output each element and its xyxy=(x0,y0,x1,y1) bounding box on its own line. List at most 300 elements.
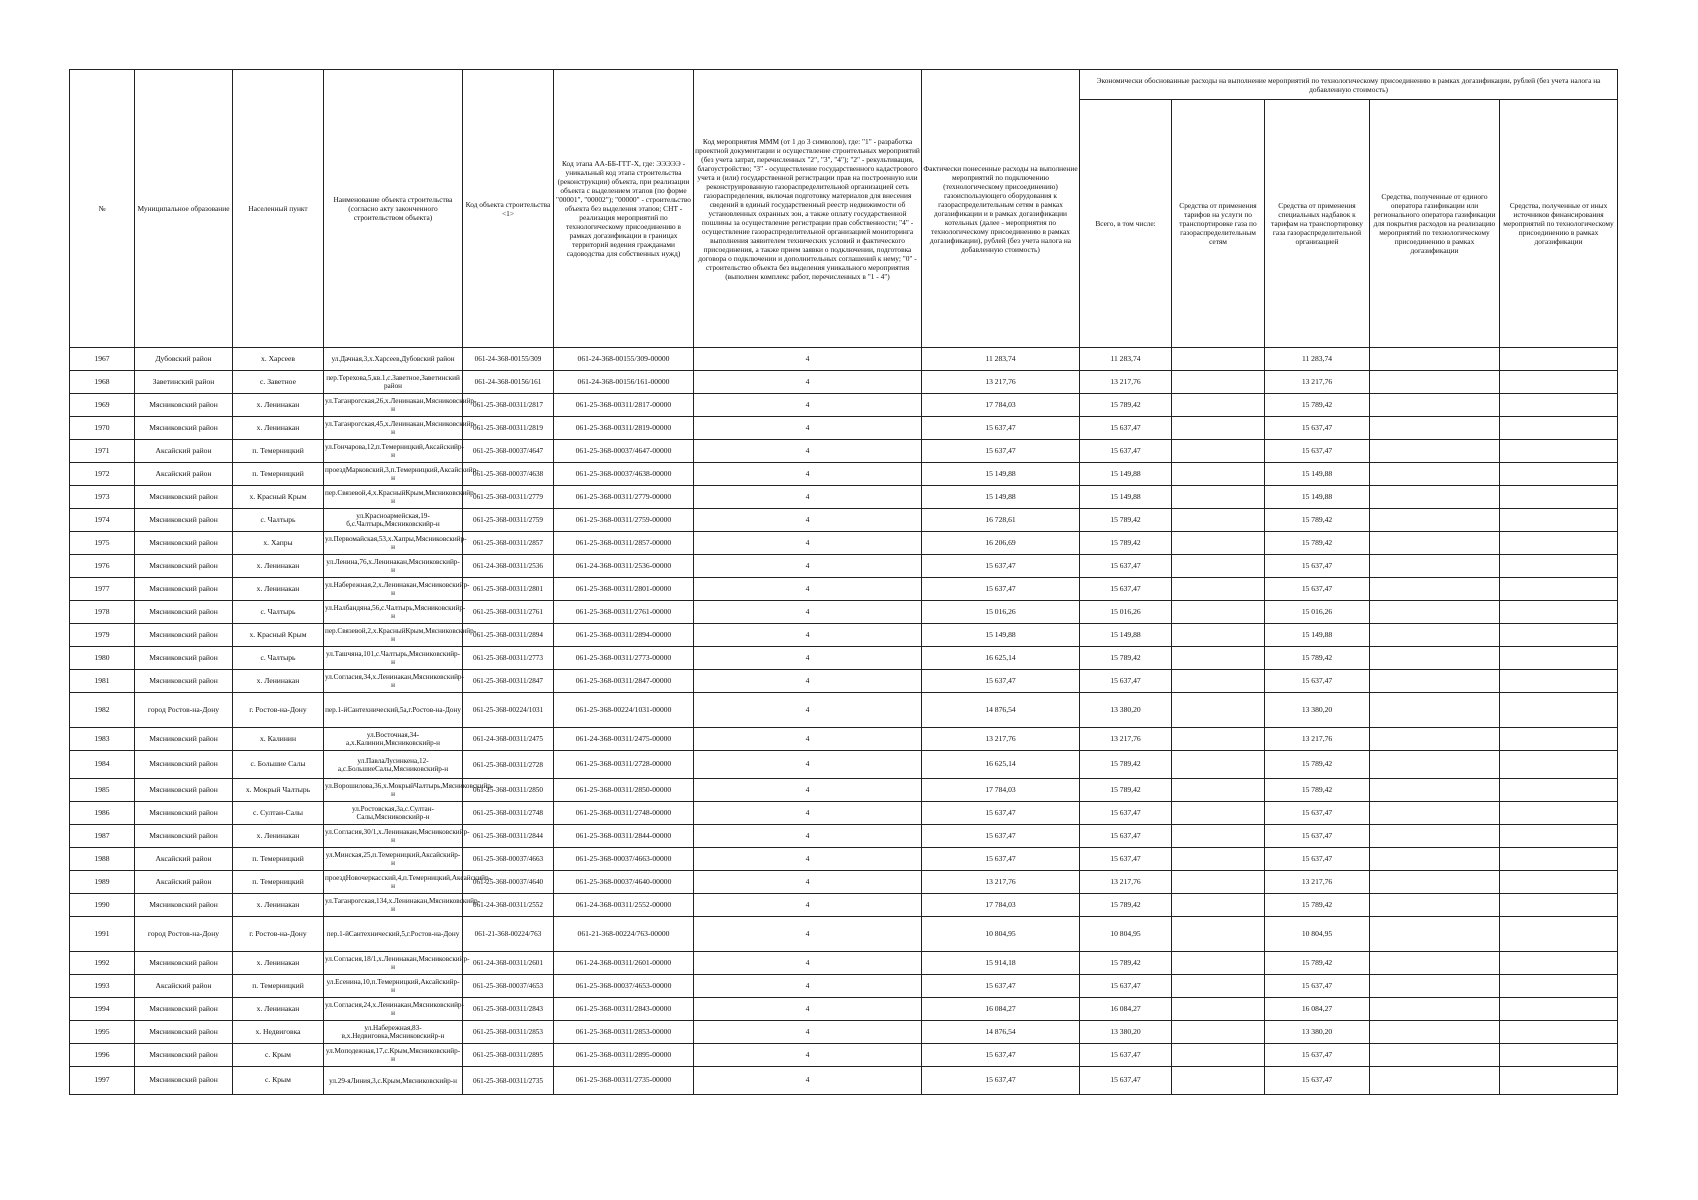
cell-num: 1991 xyxy=(70,917,135,952)
cell-actual-costs: 13 217,76 xyxy=(922,871,1080,894)
cell-settlement: п. Темерницкий xyxy=(233,975,324,998)
cell-tariff-services xyxy=(1172,998,1265,1021)
cell-actual-costs: 15 637,47 xyxy=(922,670,1080,693)
cell-other-sources xyxy=(1500,670,1618,693)
cell-stage-code: 061-25-368-00037/4638-00000 xyxy=(554,463,694,486)
cell-tariff-services xyxy=(1172,975,1265,998)
cell-object-code: 061-24-368-00311/2601 xyxy=(463,952,554,975)
cell-object-name: ул.Налбандяна,56,с.Чалтырь,Мясниковскийр-н xyxy=(324,601,463,624)
cell-special-surcharges: 15 016,26 xyxy=(1265,601,1370,624)
cell-measure-code: 4 xyxy=(694,825,922,848)
cell-tariff-services xyxy=(1172,952,1265,975)
cell-single-operator xyxy=(1370,848,1500,871)
cell-num: 1987 xyxy=(70,825,135,848)
cell-special-surcharges: 15 149,88 xyxy=(1265,486,1370,509)
cell-total: 15 149,88 xyxy=(1080,486,1172,509)
cell-municipality: Мясниковский район xyxy=(135,532,233,555)
cell-num: 1980 xyxy=(70,647,135,670)
cell-actual-costs: 15 149,88 xyxy=(922,486,1080,509)
cell-tariff-services xyxy=(1172,555,1265,578)
table-row xyxy=(70,975,1618,998)
cell-other-sources xyxy=(1500,532,1618,555)
cell-settlement: п. Темерницкий xyxy=(233,440,324,463)
cell-num: 1989 xyxy=(70,871,135,894)
cell-stage-code: 061-25-368-00311/2779-00000 xyxy=(554,486,694,509)
cell-object-code: 061-24-368-00155/309 xyxy=(463,348,554,371)
cell-tariff-services xyxy=(1172,848,1265,871)
table-row xyxy=(70,555,1618,578)
table-row xyxy=(70,693,1618,728)
cell-object-name: проездМарковский,3,п.Темерницкий,Аксайскийр-н xyxy=(324,463,463,486)
cell-object-name: ул.Гончарова,12,п.Темерницкий,Аксайскийр-н xyxy=(324,440,463,463)
cell-tariff-services xyxy=(1172,601,1265,624)
cell-single-operator xyxy=(1370,998,1500,1021)
cell-other-sources xyxy=(1500,486,1618,509)
cell-other-sources xyxy=(1500,1044,1618,1067)
table-row xyxy=(70,1044,1618,1067)
table-row xyxy=(70,670,1618,693)
table-row xyxy=(70,1021,1618,1044)
cell-stage-code: 061-24-368-00155/309-00000 xyxy=(554,348,694,371)
cell-object-name: ул.ПавлаЛусинкена,12-а,с.БольшиеСалы,Мясниковскийр-н xyxy=(324,751,463,779)
cell-actual-costs: 16 206,69 xyxy=(922,532,1080,555)
cell-measure-code: 4 xyxy=(694,509,922,532)
cell-single-operator xyxy=(1370,601,1500,624)
cell-object-name: ул.Ленина,76,х.Ленинакан,Мясниковскийр-н xyxy=(324,555,463,578)
cell-single-operator xyxy=(1370,917,1500,952)
cell-tariff-services xyxy=(1172,578,1265,601)
cell-single-operator xyxy=(1370,348,1500,371)
cell-municipality: Аксайский район xyxy=(135,871,233,894)
table-row xyxy=(70,348,1618,371)
cell-other-sources xyxy=(1500,1067,1618,1095)
table-row xyxy=(70,371,1618,394)
cell-special-surcharges: 15 637,47 xyxy=(1265,802,1370,825)
cell-object-name: ул.Согласия,34,х.Ленинакан,Мясниковскийр-н xyxy=(324,670,463,693)
cell-other-sources xyxy=(1500,975,1618,998)
cell-special-surcharges: 15 637,47 xyxy=(1265,825,1370,848)
cell-municipality: Мясниковский район xyxy=(135,751,233,779)
cell-tariff-services xyxy=(1172,917,1265,952)
cell-special-surcharges: 15 637,47 xyxy=(1265,1044,1370,1067)
cell-num: 1981 xyxy=(70,670,135,693)
cell-object-name: пер.Связевой,4,х.КрасныйКрым,Мясниковскийр-н xyxy=(324,486,463,509)
cell-other-sources xyxy=(1500,624,1618,647)
cell-stage-code: 061-25-368-00037/4653-00000 xyxy=(554,975,694,998)
cell-special-surcharges: 15 789,42 xyxy=(1265,779,1370,802)
cell-tariff-services xyxy=(1172,417,1265,440)
cell-actual-costs: 15 149,88 xyxy=(922,624,1080,647)
cell-actual-costs: 17 784,03 xyxy=(922,894,1080,917)
header-object-name: Наименование объекта строительства (согласно акту законченного строительством объекта) xyxy=(324,70,463,348)
cell-stage-code: 061-25-368-00311/2817-00000 xyxy=(554,394,694,417)
cell-object-code: 061-25-368-00311/2850 xyxy=(463,779,554,802)
cell-settlement: с. Султан-Салы xyxy=(233,802,324,825)
header-single-operator: Средства, полученные от единого оператора газификации или регионального оператора газификации для покрытия расходов на реализацию мероприятий по технологическому присоединению в рамках догазификации xyxy=(1370,100,1500,348)
cell-settlement: х. Ленинакан xyxy=(233,894,324,917)
cell-num: 1979 xyxy=(70,624,135,647)
cell-municipality: Мясниковский район xyxy=(135,578,233,601)
cell-total: 15 149,88 xyxy=(1080,463,1172,486)
cell-measure-code: 4 xyxy=(694,394,922,417)
cell-settlement: х. Красный Крым xyxy=(233,486,324,509)
cell-other-sources xyxy=(1500,848,1618,871)
cell-object-code: 061-25-368-00311/2728 xyxy=(463,751,554,779)
cell-total: 10 804,95 xyxy=(1080,917,1172,952)
cell-stage-code: 061-25-368-00311/2853-00000 xyxy=(554,1021,694,1044)
cell-other-sources xyxy=(1500,578,1618,601)
cell-object-name: ул.Есенина,10,п.Темерницкий,Аксайскийр-н xyxy=(324,975,463,998)
cell-total: 15 637,47 xyxy=(1080,440,1172,463)
cell-settlement: с. Чалтырь xyxy=(233,601,324,624)
cell-tariff-services xyxy=(1172,825,1265,848)
cell-stage-code: 061-25-368-00311/2847-00000 xyxy=(554,670,694,693)
cell-settlement: с. Заветное xyxy=(233,371,324,394)
cell-measure-code: 4 xyxy=(694,802,922,825)
cell-single-operator xyxy=(1370,802,1500,825)
cell-single-operator xyxy=(1370,751,1500,779)
cell-tariff-services xyxy=(1172,751,1265,779)
header-object-code: Код объекта строительства <1> xyxy=(463,70,554,348)
cell-special-surcharges: 16 084,27 xyxy=(1265,998,1370,1021)
cell-other-sources xyxy=(1500,555,1618,578)
cell-special-surcharges: 15 637,47 xyxy=(1265,417,1370,440)
cell-object-code: 061-25-368-00311/2894 xyxy=(463,624,554,647)
table-row xyxy=(70,998,1618,1021)
cell-total: 15 149,88 xyxy=(1080,624,1172,647)
cell-tariff-services xyxy=(1172,728,1265,751)
cell-actual-costs: 11 283,74 xyxy=(922,348,1080,371)
table-row xyxy=(70,440,1618,463)
table-row xyxy=(70,779,1618,802)
cell-num: 1994 xyxy=(70,998,135,1021)
cell-object-code: 061-25-368-00311/2773 xyxy=(463,647,554,670)
cell-tariff-services xyxy=(1172,670,1265,693)
cell-actual-costs: 15 637,47 xyxy=(922,802,1080,825)
table-row xyxy=(70,601,1618,624)
cell-total: 13 380,20 xyxy=(1080,1021,1172,1044)
table-row xyxy=(70,532,1618,555)
cell-other-sources xyxy=(1500,751,1618,779)
cell-total: 15 637,47 xyxy=(1080,417,1172,440)
cell-actual-costs: 17 784,03 xyxy=(922,394,1080,417)
cell-other-sources xyxy=(1500,601,1618,624)
cell-object-code: 061-24-368-00156/161 xyxy=(463,371,554,394)
cell-special-surcharges: 15 637,47 xyxy=(1265,440,1370,463)
cell-stage-code: 061-25-368-00311/2895-00000 xyxy=(554,1044,694,1067)
cell-special-surcharges: 15 637,47 xyxy=(1265,848,1370,871)
cell-stage-code: 061-25-368-00311/2761-00000 xyxy=(554,601,694,624)
cell-municipality: Мясниковский район xyxy=(135,670,233,693)
cell-settlement: с. Чалтырь xyxy=(233,647,324,670)
cell-measure-code: 4 xyxy=(694,555,922,578)
table-row xyxy=(70,463,1618,486)
cell-measure-code: 4 xyxy=(694,440,922,463)
cell-special-surcharges: 13 217,76 xyxy=(1265,871,1370,894)
cell-total: 15 789,42 xyxy=(1080,751,1172,779)
cell-num: 1976 xyxy=(70,555,135,578)
cell-single-operator xyxy=(1370,578,1500,601)
cell-other-sources xyxy=(1500,802,1618,825)
cell-actual-costs: 14 876,54 xyxy=(922,1021,1080,1044)
table-row xyxy=(70,802,1618,825)
header-tariff-services: Средства от применения тарифов на услуги по транспортировке газа по газораспределительным сетям xyxy=(1172,100,1265,348)
cell-object-code: 061-25-368-00311/2819 xyxy=(463,417,554,440)
cell-object-name: ул.Моподежная,17,с.Крым,Мясниковскийр-н xyxy=(324,1044,463,1067)
cell-tariff-services xyxy=(1172,348,1265,371)
cell-measure-code: 4 xyxy=(694,751,922,779)
cell-num: 1972 xyxy=(70,463,135,486)
cell-object-code: 061-24-368-00311/2536 xyxy=(463,555,554,578)
cell-settlement: х. Калинин xyxy=(233,728,324,751)
cell-object-name: ул.Согласия,24,х.Ленинакан,Мясниковскийр-н xyxy=(324,998,463,1021)
cell-num: 1983 xyxy=(70,728,135,751)
cell-actual-costs: 15 637,47 xyxy=(922,555,1080,578)
cell-tariff-services xyxy=(1172,486,1265,509)
cell-single-operator xyxy=(1370,1067,1500,1095)
cell-municipality: Аксайский район xyxy=(135,848,233,871)
cell-settlement: п. Темерницкий xyxy=(233,871,324,894)
cell-object-name: пер.1-йСантехнический,5а,г.Ростов-на-Дону xyxy=(324,693,463,728)
cell-object-name: ул.Минская,25,п.Темерницкий,Аксайскийр-н xyxy=(324,848,463,871)
header-actual-costs: Фактически понесенные расходы на выполнение мероприятий по подключению (технологическому присоединению) газоиспользующего оборудования к газораспределительным сетям в рамках догазификации и в рамках догазификации котельных (далее - мероприятия по технологическому присоединению в рамках догазификации), рублей (без учета налога на добавленную стоимость) xyxy=(922,70,1080,348)
cell-object-code: 061-25-368-00311/2817 xyxy=(463,394,554,417)
cell-actual-costs: 15 914,18 xyxy=(922,952,1080,975)
cell-measure-code: 4 xyxy=(694,601,922,624)
cell-object-code: 061-24-368-00311/2552 xyxy=(463,894,554,917)
cell-municipality: Мясниковский район xyxy=(135,509,233,532)
cell-other-sources xyxy=(1500,693,1618,728)
cell-stage-code: 061-25-368-00037/4640-00000 xyxy=(554,871,694,894)
cell-settlement: с. Крым xyxy=(233,1067,324,1095)
cell-actual-costs: 17 784,03 xyxy=(922,779,1080,802)
cell-other-sources xyxy=(1500,894,1618,917)
cell-total: 15 789,42 xyxy=(1080,509,1172,532)
cell-stage-code: 061-25-368-00311/2773-00000 xyxy=(554,647,694,670)
cell-single-operator xyxy=(1370,371,1500,394)
cell-num: 1992 xyxy=(70,952,135,975)
cell-special-surcharges: 13 380,20 xyxy=(1265,1021,1370,1044)
cell-actual-costs: 16 084,27 xyxy=(922,998,1080,1021)
cell-other-sources xyxy=(1500,728,1618,751)
cell-measure-code: 4 xyxy=(694,463,922,486)
header-num: № xyxy=(70,70,135,348)
cell-total: 15 637,47 xyxy=(1080,825,1172,848)
cell-num: 1982 xyxy=(70,693,135,728)
cell-stage-code: 061-25-368-00311/2819-00000 xyxy=(554,417,694,440)
cell-object-code: 061-25-368-00311/2801 xyxy=(463,578,554,601)
cell-special-surcharges: 15 789,42 xyxy=(1265,647,1370,670)
cell-measure-code: 4 xyxy=(694,417,922,440)
cell-actual-costs: 15 016,26 xyxy=(922,601,1080,624)
cell-measure-code: 4 xyxy=(694,1067,922,1095)
cell-other-sources xyxy=(1500,394,1618,417)
table-row xyxy=(70,647,1618,670)
cell-object-code: 061-25-368-00311/2853 xyxy=(463,1021,554,1044)
cell-object-code: 061-25-368-00311/2844 xyxy=(463,825,554,848)
cell-settlement: х. Недвиговка xyxy=(233,1021,324,1044)
cell-measure-code: 4 xyxy=(694,848,922,871)
cell-measure-code: 4 xyxy=(694,1044,922,1067)
cell-single-operator xyxy=(1370,647,1500,670)
cell-object-code: 061-21-368-00224/763 xyxy=(463,917,554,952)
cell-municipality: Мясниковский район xyxy=(135,998,233,1021)
cell-object-code: 061-24-368-00311/2475 xyxy=(463,728,554,751)
cell-total: 15 789,42 xyxy=(1080,647,1172,670)
table-row xyxy=(70,578,1618,601)
cell-measure-code: 4 xyxy=(694,917,922,952)
cell-object-name: ул.Ростовская,3а,с.Султан-Салы,Мясниковскийр-н xyxy=(324,802,463,825)
cell-special-surcharges: 15 789,42 xyxy=(1265,394,1370,417)
cell-other-sources xyxy=(1500,348,1618,371)
cell-object-code: 061-25-368-00311/2843 xyxy=(463,998,554,1021)
table-row xyxy=(70,728,1618,751)
cell-municipality: город Ростов-на-Дону xyxy=(135,693,233,728)
cell-object-code: 061-25-368-00037/4653 xyxy=(463,975,554,998)
cell-object-name: пер.1-йСантехнический,5,г.Ростов-на-Дону xyxy=(324,917,463,952)
header-settlement: Населенный пункт xyxy=(233,70,324,348)
cell-other-sources xyxy=(1500,440,1618,463)
cell-single-operator xyxy=(1370,952,1500,975)
cell-total: 15 637,47 xyxy=(1080,802,1172,825)
cell-municipality: Мясниковский район xyxy=(135,417,233,440)
cell-measure-code: 4 xyxy=(694,371,922,394)
cell-total: 15 789,42 xyxy=(1080,952,1172,975)
cell-tariff-services xyxy=(1172,394,1265,417)
cell-settlement: п. Темерницкий xyxy=(233,463,324,486)
cell-single-operator xyxy=(1370,871,1500,894)
cell-actual-costs: 10 804,95 xyxy=(922,917,1080,952)
cell-single-operator xyxy=(1370,728,1500,751)
cell-measure-code: 4 xyxy=(694,624,922,647)
cell-special-surcharges: 15 789,42 xyxy=(1265,532,1370,555)
cell-municipality: Мясниковский район xyxy=(135,779,233,802)
cell-settlement: х. Ленинакан xyxy=(233,825,324,848)
cell-object-name: ул.Таганрогская,26,х.Ленинакан,Мясниковскийр-н xyxy=(324,394,463,417)
cell-total: 13 217,76 xyxy=(1080,728,1172,751)
cell-num: 1985 xyxy=(70,779,135,802)
cell-special-surcharges: 15 789,42 xyxy=(1265,509,1370,532)
cell-stage-code: 061-25-368-00311/2857-00000 xyxy=(554,532,694,555)
table-row xyxy=(70,825,1618,848)
cell-object-code: 061-25-368-00311/2759 xyxy=(463,509,554,532)
cell-special-surcharges: 13 217,76 xyxy=(1265,371,1370,394)
cell-object-name: ул.Красноармейская,19-б,с.Чалтырь,Мясниковскийр-н xyxy=(324,509,463,532)
cell-num: 1967 xyxy=(70,348,135,371)
header-stage-code: Код этапа АА-ББ-ГГГ-Х, где: ЭЭЭЭЭ - уникальный код этапа строительства (реконструкции) объекта, при реализации объекта с выделением этапов (по форме "00001", "00002"); "00000" - строительство объекта без выделения этапов; СНТ - реализация мероприятий по технологическому присоединению в рамках догазификации в границах территорий ведения гражданами садоводства для собственных нужд) xyxy=(554,70,694,348)
table-header xyxy=(70,70,1618,348)
cell-settlement: х. Ленинакан xyxy=(233,578,324,601)
cell-measure-code: 4 xyxy=(694,975,922,998)
cell-municipality: Мясниковский район xyxy=(135,1021,233,1044)
header-group-title: Экономически обоснованные расходы на выполнение мероприятий по технологическому присоединению в рамках догазификации, рублей (без учета налога на добавленную стоимость) xyxy=(1080,70,1618,100)
cell-settlement: х. Ленинакан xyxy=(233,394,324,417)
cell-other-sources xyxy=(1500,509,1618,532)
cell-num: 1978 xyxy=(70,601,135,624)
gasification-costs-table xyxy=(69,69,1618,1095)
cell-measure-code: 4 xyxy=(694,952,922,975)
cell-num: 1993 xyxy=(70,975,135,998)
cell-stage-code: 061-24-368-00311/2475-00000 xyxy=(554,728,694,751)
cell-num: 1986 xyxy=(70,802,135,825)
cell-municipality: Мясниковский район xyxy=(135,894,233,917)
cell-stage-code: 061-25-368-00311/2759-00000 xyxy=(554,509,694,532)
cell-total: 15 016,26 xyxy=(1080,601,1172,624)
cell-tariff-services xyxy=(1172,532,1265,555)
cell-total: 15 637,47 xyxy=(1080,555,1172,578)
cell-total: 15 637,47 xyxy=(1080,670,1172,693)
cell-measure-code: 4 xyxy=(694,894,922,917)
cell-municipality: Дубовский район xyxy=(135,348,233,371)
cell-num: 1973 xyxy=(70,486,135,509)
cell-actual-costs: 16 625,14 xyxy=(922,751,1080,779)
cell-settlement: х. Ленинакан xyxy=(233,952,324,975)
table-row xyxy=(70,624,1618,647)
cell-tariff-services xyxy=(1172,1067,1265,1095)
cell-tariff-services xyxy=(1172,371,1265,394)
cell-settlement: с. Крым xyxy=(233,1044,324,1067)
cell-single-operator xyxy=(1370,1021,1500,1044)
cell-tariff-services xyxy=(1172,693,1265,728)
table-row xyxy=(70,848,1618,871)
cell-stage-code: 061-25-368-00037/4663-00000 xyxy=(554,848,694,871)
cell-tariff-services xyxy=(1172,779,1265,802)
table-row xyxy=(70,894,1618,917)
cell-settlement: х. Ленинакан xyxy=(233,417,324,440)
cell-measure-code: 4 xyxy=(694,1021,922,1044)
header-special-surcharges: Средства от применения специальных надбавок к тарифам на транспортировку газа газораспределительной организацией xyxy=(1265,100,1370,348)
cell-special-surcharges: 10 804,95 xyxy=(1265,917,1370,952)
cell-total: 13 217,76 xyxy=(1080,871,1172,894)
cell-num: 1997 xyxy=(70,1067,135,1095)
cell-object-name: ул.Набережная,83-в,х.Недвиговка,Мясниковскийр-н xyxy=(324,1021,463,1044)
cell-total: 15 637,47 xyxy=(1080,1044,1172,1067)
cell-object-name: пер.Связевой,2,х.КрасныйКрым,Мясниковскийр-н xyxy=(324,624,463,647)
cell-single-operator xyxy=(1370,894,1500,917)
cell-single-operator xyxy=(1370,486,1500,509)
cell-tariff-services xyxy=(1172,509,1265,532)
cell-tariff-services xyxy=(1172,624,1265,647)
cell-object-code: 061-25-368-00311/2857 xyxy=(463,532,554,555)
cell-object-name: ул.Согласия,18/1,х.Ленинакан,Мясниковскийр-н xyxy=(324,952,463,975)
cell-object-code: 061-25-368-00311/2748 xyxy=(463,802,554,825)
cell-object-code: 061-25-368-00311/2735 xyxy=(463,1067,554,1095)
cell-object-name: ул.Согласия,30/1,х.Ленинакан,Мясниковскийр-н xyxy=(324,825,463,848)
cell-total: 15 637,47 xyxy=(1080,975,1172,998)
cell-object-name: ул.Набережная,2,х.Ленинакан,Мясниковскийр-н xyxy=(324,578,463,601)
cell-settlement: х. Мокрый Чалтырь xyxy=(233,779,324,802)
cell-total: 15 637,47 xyxy=(1080,1067,1172,1095)
cell-municipality: Мясниковский район xyxy=(135,624,233,647)
cell-stage-code: 061-24-368-00311/2601-00000 xyxy=(554,952,694,975)
cell-other-sources xyxy=(1500,917,1618,952)
cell-num: 1977 xyxy=(70,578,135,601)
cell-object-name: ул.Первомайская,53,х.Хапры,Мясниковскийр-н xyxy=(324,532,463,555)
cell-object-name: ул.29-яЛиния,3,с.Крым,Мясниковскийр-н xyxy=(324,1067,463,1095)
cell-municipality: Мясниковский район xyxy=(135,728,233,751)
cell-settlement: х. Харсеев xyxy=(233,348,324,371)
header-municipality: Муниципальное образование xyxy=(135,70,233,348)
cell-special-surcharges: 15 789,42 xyxy=(1265,751,1370,779)
cell-object-name: ул.Таганрогская,134,х.Ленинакан,Мясниковскийр-н xyxy=(324,894,463,917)
cell-special-surcharges: 15 149,88 xyxy=(1265,624,1370,647)
cell-municipality: Мясниковский район xyxy=(135,486,233,509)
cell-other-sources xyxy=(1500,417,1618,440)
cell-single-operator xyxy=(1370,975,1500,998)
cell-object-name: ул.Восточная,34-а,х.Калинин,Мясниковскийр-н xyxy=(324,728,463,751)
cell-actual-costs: 15 637,47 xyxy=(922,825,1080,848)
cell-total: 16 084,27 xyxy=(1080,998,1172,1021)
